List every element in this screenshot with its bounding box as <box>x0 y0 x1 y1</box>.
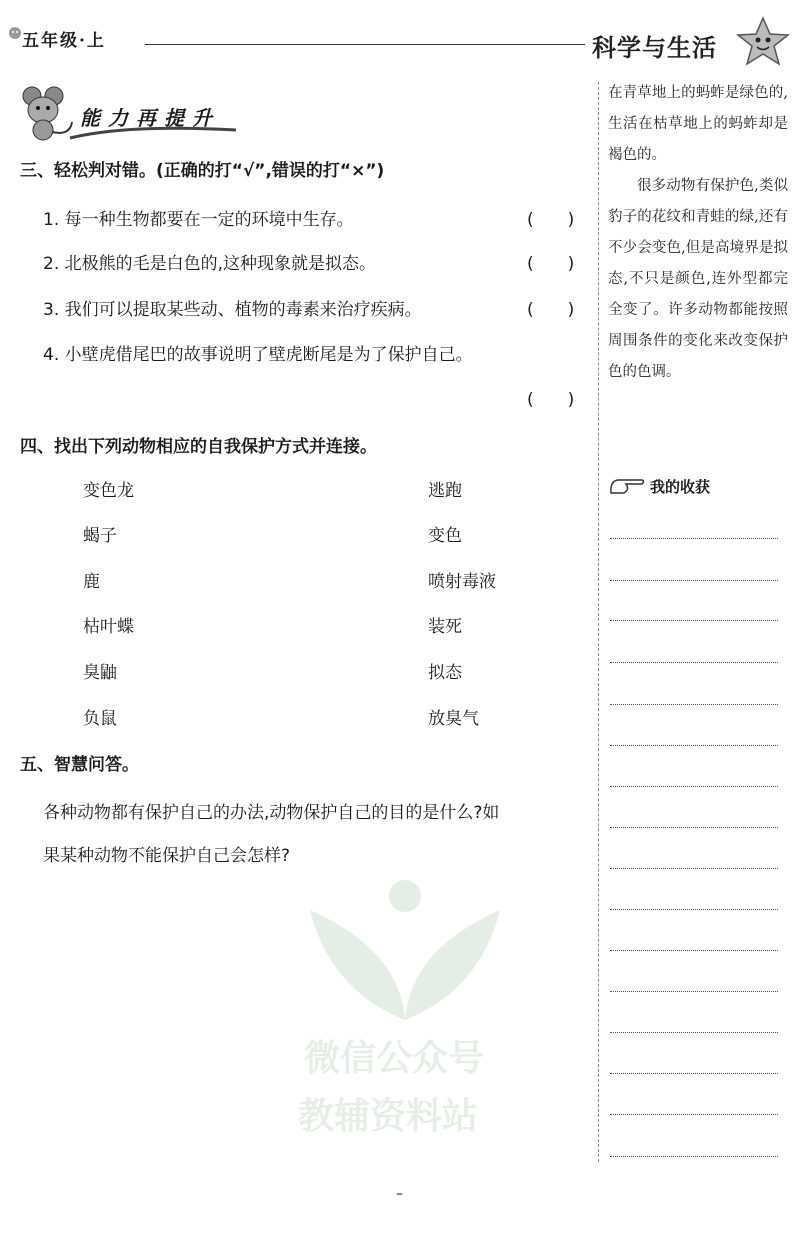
subject-title: 科学与生活 <box>592 34 717 62</box>
answer-line[interactable] <box>610 620 778 621</box>
method-item[interactable]: 变色 <box>428 526 462 546</box>
answer-line[interactable] <box>610 1156 778 1157</box>
animal-item[interactable]: 变色龙 <box>83 481 134 501</box>
answer-line[interactable] <box>610 1114 778 1115</box>
answer-line[interactable] <box>610 704 778 705</box>
method-item[interactable]: 逃跑 <box>428 481 462 501</box>
sidebar-para1: 在青草地上的蚂蚱是绿色的,生活在枯草地上的蚂蚱却是褐色的。 <box>608 85 788 163</box>
answer-line[interactable] <box>610 868 778 869</box>
animal-item[interactable]: 臭鼬 <box>83 663 117 683</box>
section4-heading: 四、找出下列动物相应的自我保护方式并连接。 <box>20 437 377 457</box>
question-3: 3. 我们可以提取某些动、植物的毒素来治疗疾病。 <box>43 300 422 320</box>
sprout-logo-icon <box>290 870 520 1030</box>
answer-line[interactable] <box>610 580 778 581</box>
answer-line[interactable] <box>610 786 778 787</box>
sidebar-divider <box>598 82 599 1162</box>
banner-title: 能力再提升 <box>80 106 220 130</box>
banner-swoosh <box>68 120 238 144</box>
question-1: 1. 每一种生物都要在一定的环境中生存。 <box>43 210 354 230</box>
answer-line[interactable] <box>610 909 778 910</box>
harvest-title: 我的收获 <box>650 478 711 496</box>
answer-blank-1[interactable]: ( ) <box>527 210 575 230</box>
grade-label: 五年级·上 <box>22 31 106 51</box>
method-item[interactable]: 拟态 <box>428 663 462 683</box>
header-rule <box>145 44 585 45</box>
answer-blank-3[interactable]: ( ) <box>527 300 575 320</box>
method-item[interactable]: 喷射毒液 <box>428 572 496 592</box>
question-4: 4. 小壁虎借尾巴的故事说明了壁虎断尾是为了保护自己。 <box>43 345 473 365</box>
watermark-line1: 微信公众号 <box>304 1038 485 1079</box>
animal-item[interactable]: 枯叶蝶 <box>83 617 134 637</box>
page-number-mark: – <box>396 1186 403 1202</box>
method-item[interactable]: 装死 <box>428 617 462 637</box>
answer-blank-4[interactable]: ( ) <box>527 390 575 410</box>
sidebar-note <box>608 78 788 388</box>
section5-question-line2: 果某种动物不能保护自己会怎样? <box>43 846 291 866</box>
answer-line[interactable] <box>610 1073 778 1074</box>
answer-line[interactable] <box>610 538 778 539</box>
answer-line[interactable] <box>610 662 778 663</box>
method-item[interactable]: 放臭气 <box>428 709 479 729</box>
star-mascot-icon <box>735 16 791 66</box>
pointing-hand-icon <box>608 475 646 497</box>
section3-heading: 三、轻松判对错。(正确的打“√”,错误的打“×”) <box>20 161 385 181</box>
watermark-line2: 教辅资料站 <box>298 1096 479 1137</box>
animal-item[interactable]: 鹿 <box>83 572 100 592</box>
answer-line[interactable] <box>610 950 778 951</box>
answer-line[interactable] <box>610 991 778 992</box>
section5-question-line1: 各种动物都有保护自己的办法,动物保护自己的目的是什么?如 <box>43 803 500 823</box>
answer-line[interactable] <box>610 745 778 746</box>
section5-heading: 五、智慧问答。 <box>20 755 139 775</box>
animal-item[interactable]: 蝎子 <box>83 526 117 546</box>
sidebar-para2: 很多动物有保护色,类似豹子的花纹和青蛙的绿,还有不少会变色,但是高境界是拟态,不只是颜色,连外型都完全变了。许多动物都能按照周围条件的变化来改变保护色的色调。 <box>608 178 788 380</box>
question-2: 2. 北极熊的毛是白色的,这种现象就是拟态。 <box>43 254 377 274</box>
answer-line[interactable] <box>610 827 778 828</box>
watermark <box>290 870 520 1140</box>
answer-line[interactable] <box>610 1032 778 1033</box>
answer-blank-2[interactable]: ( ) <box>527 254 575 274</box>
animal-item[interactable]: 负鼠 <box>83 709 117 729</box>
